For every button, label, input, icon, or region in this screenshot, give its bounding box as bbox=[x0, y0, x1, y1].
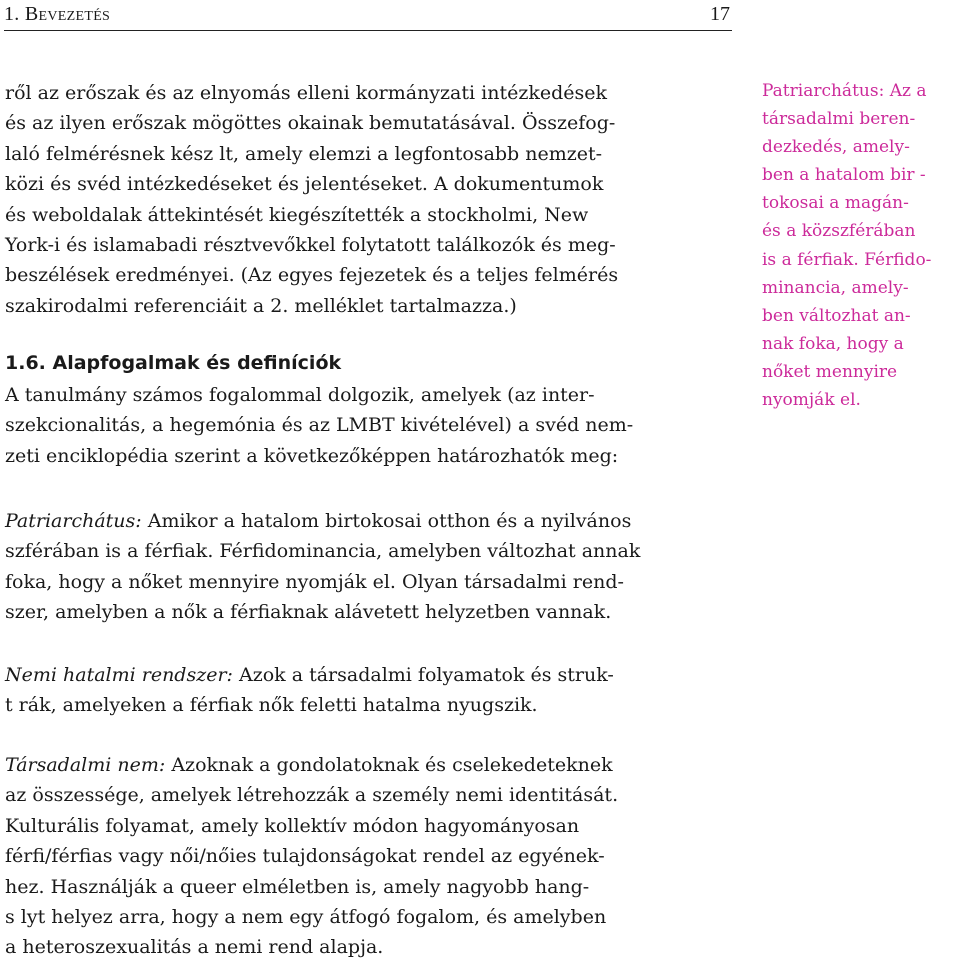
text-line: zeti enciklopédia szerint a következőképpen határozhatók meg: bbox=[5, 444, 619, 467]
text-line: és az ilyen erőszak mögöttes okainak bemutatásával. Összefog- bbox=[5, 112, 616, 135]
definition-social-gender bbox=[5, 750, 725, 963]
text-line bbox=[5, 506, 725, 536]
text-line: Kulturális folyamat, amely kollektív módon hagyományosan bbox=[5, 814, 580, 837]
margin-note-line: és a közszférában bbox=[762, 221, 916, 242]
section-heading: 1.6. Alapfogalmak és definíciók bbox=[5, 352, 342, 374]
text-line: szer, amelyben a nők a férfiaknak alávetett helyzetben vannak. bbox=[5, 601, 612, 624]
text-line: s lyt helyez arra, hogy a nem egy átfogó fogalom, és amelyben bbox=[5, 906, 607, 929]
margin-note-line: ben változhat an- bbox=[762, 305, 911, 326]
text-line: foka, hogy a nőket mennyire nyomják el. Olyan társadalmi rend- bbox=[5, 570, 624, 593]
text-line bbox=[5, 660, 725, 690]
margin-note-text: Az a bbox=[884, 81, 927, 101]
text-line: beszélések eredményei. (Az egyes fejezetek és a teljes felmérés bbox=[5, 264, 619, 287]
page-number: 17 bbox=[710, 3, 730, 25]
text-line: laló felmérésnek kész lt, amely elemzi a legfontosabb nemzet- bbox=[5, 142, 603, 165]
text-line: York-i és islamabadi résztvevőkkel folytatott találkozók és meg- bbox=[5, 234, 616, 257]
margin-note-line: minancia, amely- bbox=[762, 277, 909, 298]
margin-note-line: dezkedés, amely- bbox=[762, 137, 910, 158]
text-line: közi és svéd intézkedéseket és jelentéseket. A dokumentumok bbox=[5, 173, 604, 196]
text-line: A tanulmány számos fogalommal dolgozik, amelyek (az inter- bbox=[5, 384, 595, 406]
running-header-section: 1. Bevezetés bbox=[4, 3, 111, 25]
running-header bbox=[4, 0, 732, 31]
definition-text: Azoknak a gondolatoknak és cselekedeteknek bbox=[165, 754, 613, 776]
text-line: férfi/férfias vagy női/nőies tulajdonságokat rendel az egyének- bbox=[5, 845, 605, 868]
text-line: t rák, amelyeken a férfiak nők feletti hatalma nyugszik. bbox=[5, 694, 538, 717]
text-line: szférában is a férfiak. Férfidominancia, amelyben változhat annak bbox=[5, 540, 641, 563]
margin-note-line: ben a hatalom bir - bbox=[762, 165, 926, 186]
margin-note-line: nak foka, hogy a bbox=[762, 333, 904, 354]
definitions-intro-paragraph bbox=[5, 380, 715, 471]
definition-patriarchy bbox=[5, 506, 725, 628]
margin-note-line: nyomják el. bbox=[762, 390, 861, 411]
margin-note-line: tokosai a magán- bbox=[762, 193, 909, 214]
text-line: hez. Használják a queer elméletben is, amely nagyobb hang- bbox=[5, 875, 590, 898]
margin-note-term: Patriarchátus: bbox=[762, 81, 885, 101]
text-line: és weboldalak áttekintését kiegészítették a stockholmi, New bbox=[5, 203, 589, 226]
text-line: az összessége, amelyek létrehozzák a személy nemi identitását. bbox=[5, 784, 619, 807]
intro-paragraph bbox=[5, 78, 715, 321]
definition-term: Társadalmi nem: bbox=[5, 754, 166, 776]
text-line: ről az erőszak és az elnyomás elleni kormányzati intézkedések bbox=[5, 82, 608, 104]
definition-text: Azok a társadalmi folyamatok és struk- bbox=[232, 664, 614, 686]
definition-text: Amikor a hatalom birtokosai otthon és a nyilvános bbox=[141, 510, 632, 532]
definition-term: Patriarchátus: bbox=[5, 510, 142, 532]
text-line bbox=[5, 750, 725, 780]
margin-note bbox=[762, 77, 958, 414]
text-line: a heteroszexualitás a nemi rend alapja. bbox=[5, 936, 384, 959]
definition-gender-power-system bbox=[5, 660, 725, 721]
text-line: szakirodalmi referenciáit a 2. melléklet tartalmazza.) bbox=[5, 294, 517, 317]
margin-note-line: társadalmi beren- bbox=[762, 109, 916, 130]
text-line: szekcionalitás, a hegemónia és az LMBT kivételével) a svéd nem- bbox=[5, 414, 634, 437]
margin-note-line: nőket mennyire bbox=[762, 361, 898, 382]
definition-term: Nemi hatalmi rendszer: bbox=[5, 664, 233, 686]
margin-note-line: is a férfiak. Férfido- bbox=[762, 249, 932, 270]
margin-note-line bbox=[762, 77, 958, 105]
